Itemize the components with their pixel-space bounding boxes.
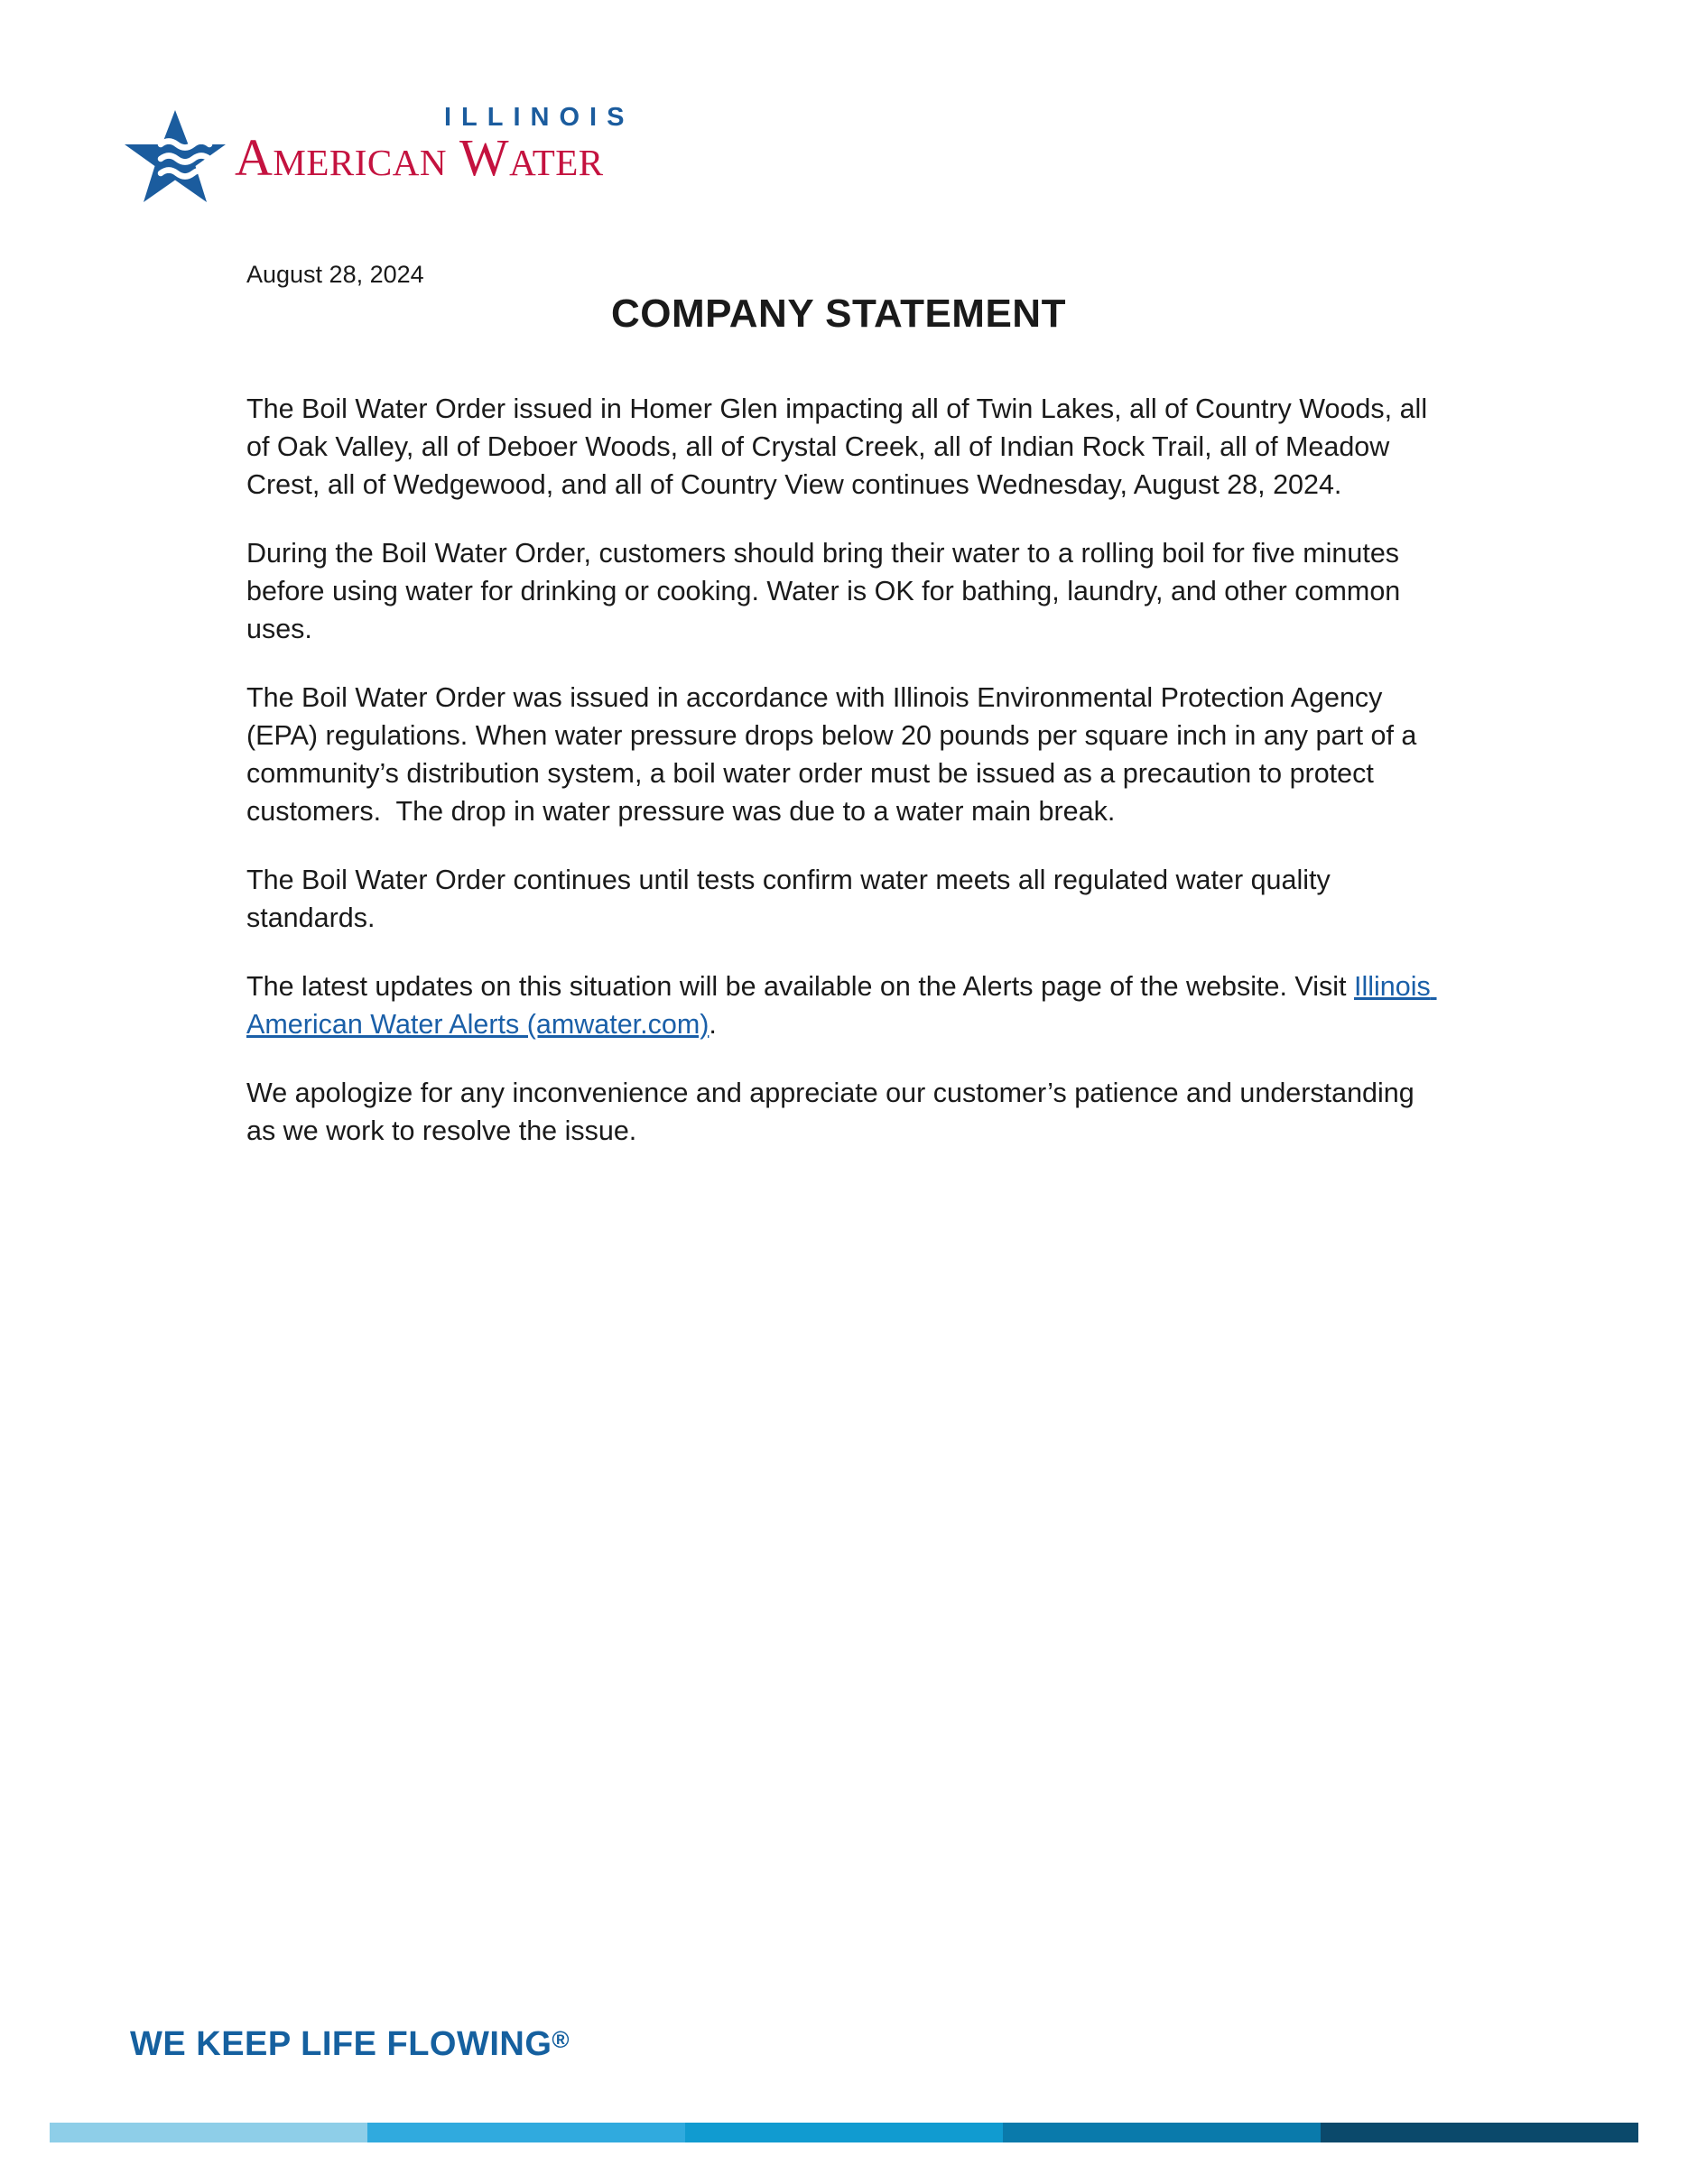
updates-text-prefix: The latest updates on this situation will be available on the Alerts page of the website. Visit <box>246 971 1354 1002</box>
paragraph-boil-water-order-scope: The Boil Water Order issued in Homer Glen impacting all of Twin Lakes, all of Country Woods, all of Oak Valley, all of Deboer Woods, all of Crystal Creek, all of Indian Rock Trail, all of Meadow Crest, all of Wedgewood, and all of Country View continues Wednesday, August 28, 2024. <box>246 393 1435 500</box>
page-title: COMPANY STATEMENT <box>611 292 1066 336</box>
footer-tagline-text: WE KEEP LIFE FLOWING <box>130 2025 552 2063</box>
color-bar-segment-1 <box>50 2123 367 2142</box>
paragraph-apology: We apologize for any inconvenience and appreciate our customer’s patience and understanding as we work to resolve the issue. <box>246 1078 1423 1146</box>
footer-tagline <box>130 2024 570 2066</box>
color-bar-segment-3 <box>685 2123 1003 2142</box>
document-date: August 28, 2024 <box>246 261 424 288</box>
document-body <box>246 390 1436 1150</box>
footer-color-bar <box>50 2123 1638 2142</box>
color-bar-segment-4 <box>1003 2123 1321 2142</box>
color-bar-segment-5 <box>1321 2123 1638 2142</box>
logo-illinois-text: ILLINOIS <box>444 103 635 132</box>
updates-text-suffix: . <box>709 1009 717 1040</box>
logo-american-water-text: American Water <box>235 128 604 187</box>
registered-trademark-icon: ® <box>552 2026 570 2053</box>
color-bar-segment-2 <box>367 2123 685 2142</box>
alerts-page-link[interactable]: Illinois American Water Alerts (amwater.com) <box>246 971 1437 1040</box>
logo-wordmark <box>235 97 704 206</box>
paragraph-boiling-instructions: During the Boil Water Order, customers should bring their water to a rolling boil for five minutes before using water for drinking or cooking. Water is OK for bathing, laundry, and other common uses. <box>246 538 1408 644</box>
illinois-american-water-logo <box>125 97 702 206</box>
paragraph-epa-regulations: The Boil Water Order was issued in accordance with Illinois Environmental Protection Agency (EPA) regulations. When water pressure drops below 20 pounds per square inch in any part of a community’s distribution system, a boil water order must be issued as a precaution to protect customers. The drop in water pressure was due to a water main break. <box>246 682 1424 827</box>
paragraph-order-duration: The Boil Water Order continues until tests confirm water meets all regulated water quality standards. <box>246 865 1339 933</box>
paragraph-updates-link <box>246 967 1436 1043</box>
star-with-waves-icon <box>125 108 226 206</box>
